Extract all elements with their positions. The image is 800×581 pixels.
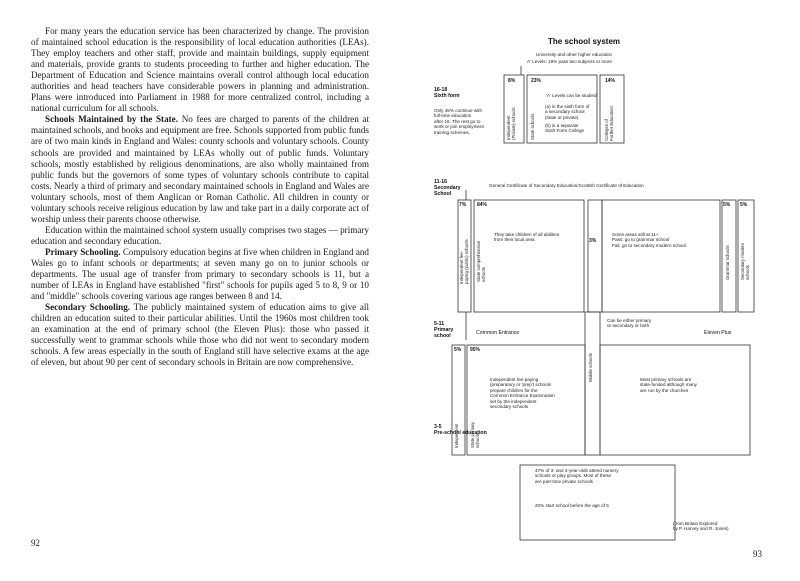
pct-comprehensive: 84% (477, 202, 488, 208)
paragraph-state-schools: Schools Maintained by the State. No fees are charged to parents of the children at maintained schools, and books and equipment are free. Schools supported from public funds are of two main kinds in England and Wales: county schools and voluntary schools. County schools are provided and maintained by LEAs wholly out of public funds. Voluntary schools, mostly established by religious denominations, are also wholly maintained from public funds but the governors of some types of voluntary schools contribute to capital costs. Nearly a third of primary and secondary maintained schools in England and Wales are voluntary schools, most of them Anglican or Roman Catholic. All children in county or voluntary schools receive religious education by law and take part in a daily corporate act of worship unless their parents choose otherwise. (31, 114, 369, 224)
common-entrance: Common Entrance (476, 330, 520, 336)
paragraph-heading: Secondary Schooling. (45, 302, 131, 313)
selective-note: Some areas still at 11+ Pass: go to grammar school Fail: go to secondary modern school (612, 232, 687, 248)
preschool-note-2: 20% start school before the age of 5 (535, 503, 609, 508)
gcse-line: General Certificate of Secondary Education/Scottish Certificate of Education (489, 183, 644, 188)
v-state-comprehensive: State comprehensive schools (476, 240, 486, 282)
indep-prep-note: Independent fee-paying (preparatory or 'prep') schools prepare children for the Common Entrance Examination set by the independent secondary schools (490, 377, 555, 410)
v-grammar-schools: Grammar schools (725, 245, 730, 280)
secondary-label: 11-16 Secondary School (434, 179, 461, 197)
paragraph-secondary: Secondary Schooling. The publicly maintained system of education aims to give all children an education suited to their particular abilities. Until the 1960s most children took an examination at the end of primary school (the Eleven Plus): those who passed it successfully went to grammar schools while those who did not went to secondary modern schools. A few areas especially in the south of England still have selective exams at the age of eleven, but about 90 per cent of secondary schools in Britain are now comprehensive. (31, 302, 369, 368)
v-middle-schools: Middle schools (588, 352, 593, 382)
diagram-title: The school system (548, 37, 621, 46)
pct-middle: 3% (589, 238, 597, 244)
paragraph-two-stages: Education within the maintained school system usually comprises two stages — primary education and secondary education. (31, 224, 369, 246)
a-levels-line: A' Levels: 19% pass two subjects or more (527, 59, 612, 64)
pct-indep-secondary: 7% (459, 202, 467, 208)
eleven-plus: Eleven Plus (704, 330, 732, 336)
v-state-schools: State schools (530, 113, 535, 140)
paragraph-primary: Primary Schooling. Compulsory education begins at five when children in England and Wales go to infant schools or departments; at seven many go on to junior schools or departments. The usual age of transfer from primary to secondary schools is 11, but a number of LEAs in England have established "first" schools for pupils aged 5 to 8, 9 or 10 and "middle" schools covering various age ranges between 8 and 14. (31, 246, 369, 302)
sixth-form-label: 16-18 Sixth form (434, 87, 460, 99)
preschool-label: 3-5 Pre-school education (434, 424, 487, 436)
v-colleges: Colleges of Further Education (604, 106, 614, 141)
v-independent-public: Independent fee- paying (public) schools (459, 239, 469, 284)
pct-independent-sixth: 8% (508, 78, 516, 84)
paragraph-heading: Schools Maintained by the State. (45, 114, 179, 125)
pct-colleges: 14% (605, 78, 616, 84)
source-credit: (from Britain Explored by P. Harvey and R. Jones) (673, 521, 729, 532)
preschool-note-1: 47% of 3- and 4-year-olds attend nursery schools or play groups. Most of these are part-time private schools (535, 468, 619, 484)
pct-state-primary: 95% (470, 347, 481, 353)
paragraph-heading: Primary Schooling. (45, 246, 121, 257)
sixth-form-note: Only 45% continue with full-time education after 16. The rest go to work or join employment training schemes. (434, 108, 484, 135)
option-b: (b) in a separate Sixth Form College (545, 123, 585, 134)
either-note: Can be either primary or secondary or both (607, 318, 652, 329)
a-levels-note: 'A' Levels can be studied (546, 93, 597, 98)
higher-education-line: University and other higher education (536, 52, 613, 57)
pct-grammar: 5% (723, 202, 731, 208)
primary-label: 5-11 Primary school (434, 321, 454, 339)
option-a: (a) in the sixth form of a secondary school (state or private) (545, 104, 590, 120)
page-number-left: 92 (31, 538, 40, 548)
page-number-right: 93 (753, 549, 762, 559)
v-independent-private: Independent (Private) schools (506, 107, 516, 140)
pct-modern: 5% (740, 202, 748, 208)
v-secondary-modern: Secondary modern schools (740, 242, 750, 280)
comprehensive-note: They take children of all abilities from their local area (494, 232, 560, 243)
pct-state-sixth: 23% (531, 78, 542, 84)
paragraph-intro: For many years the education service has been characterized by change. The provision of maintained school education is the responsibility of local education authorities (LEAs). They employ teachers and other staff, provide and maintain buildings, supply equipment and materials, provide grants to students proceeding to further and higher education. The Department of Education and Science maintains overall control although local education authorities and head teachers have considerable powers in planning and administration. Plans were introduced into Parliament in 1988 for more centralized control, including a national curriculum for all schools. (31, 26, 369, 114)
state-primary-note: Most primary schools are state-funded although many are run by the churches (640, 377, 697, 393)
v-independent: Independent (454, 423, 459, 448)
pct-indep-primary: 5% (454, 347, 462, 353)
v-state-primary: State primary schools (470, 421, 480, 448)
